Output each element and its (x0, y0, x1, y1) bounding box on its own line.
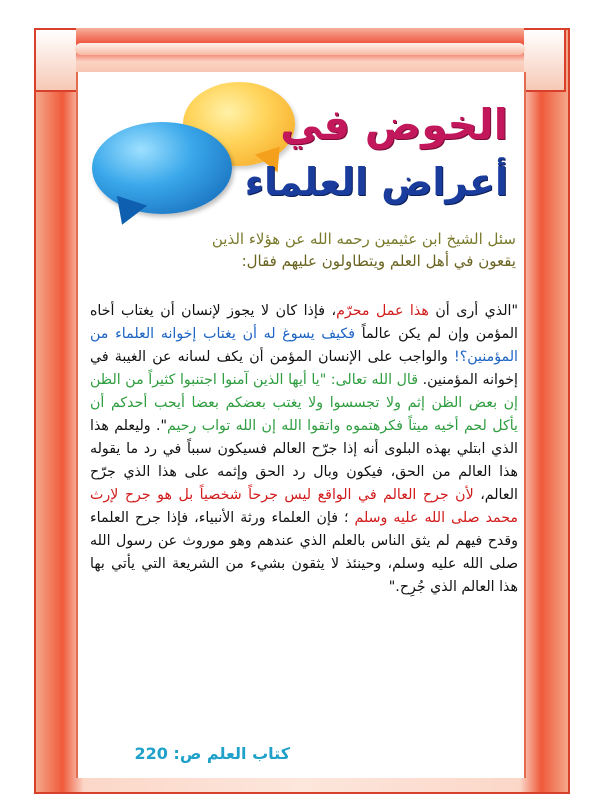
frame-right-cap (524, 28, 566, 92)
source-citation: كتاب العلم ص: 220 (134, 744, 290, 763)
body-highlight-inheritance: لأن جرح العالم في الواقع ليس جرحاً شخصياً بل هو جرح لإرث محمد صلى الله عليه وسلم (90, 487, 518, 526)
intro-line-2: يقعون في أهل العلم ويتطاولون عليهم فقال: (241, 252, 516, 270)
body-segment-9: ؛ فإن العلماء ورثة الأنبياء، فإذا جرح العلماء وقدح فيهم لم يثق الناس بالعلم الذي عندهم وهو موروث عن رسول الله صلى الله عليه وسلم، وحينئذ لا يثقون بشيء من الشريعة التي يأتي بها هذا العالم الذي جُرِح." (90, 510, 518, 595)
fatwa-text (90, 300, 518, 599)
intro-line-1: سئل الشيخ ابن عثيمين رحمه الله عن هؤلاء الذين (211, 230, 516, 248)
frame-top-highlight (75, 43, 525, 55)
body-segment-3: ، فإذا كان لا يجوز لإنسان أن يغتاب أخاه المؤمن وإن لم يكن عالماً (90, 303, 518, 342)
title-line-2: أعراض العلماء (244, 160, 508, 204)
body-segment-7: ". وليعلم هذا الذي ابتلي بهذه البلوى أنه إذا جرّح العالم فسيكون سبباً في رد ما يقوله هذا العالم من الحق، فيكون وبال رد الحق وإثمه على هذا الذي جرّح العالم، (90, 418, 518, 503)
speech-bubble-blue-icon (92, 122, 232, 214)
intro-question (92, 228, 516, 272)
title-line-1: الخوض في (280, 100, 508, 149)
body-highlight-question: فكيف يسوغ له أن يغتاب إخوانه العلماء من المؤمنين؟! (90, 326, 518, 365)
frame-left-cap (34, 28, 76, 92)
body-highlight-verse: قال الله تعالى: "يا أيها الذين آمنوا اجتنبوا كثيراً من الظن إن بعض الظن إثم ولا تجسسوا ولا يغتب بعضكم بعضا أيحب أحدكم أن يأكل لحم أخيه ميتاً فكرهتموه واتقوا الله إن الله تواب رحيم (90, 372, 518, 434)
body-segment-1: "الذي أرى أن (428, 303, 519, 319)
body-highlight-forbidden: هذا عمل محرّم (336, 303, 429, 319)
body-segment-5: والواجب على الإنسان المؤمن أن يكف لسانه عن الغيبة في إخوانه المؤمنين. (90, 349, 518, 388)
